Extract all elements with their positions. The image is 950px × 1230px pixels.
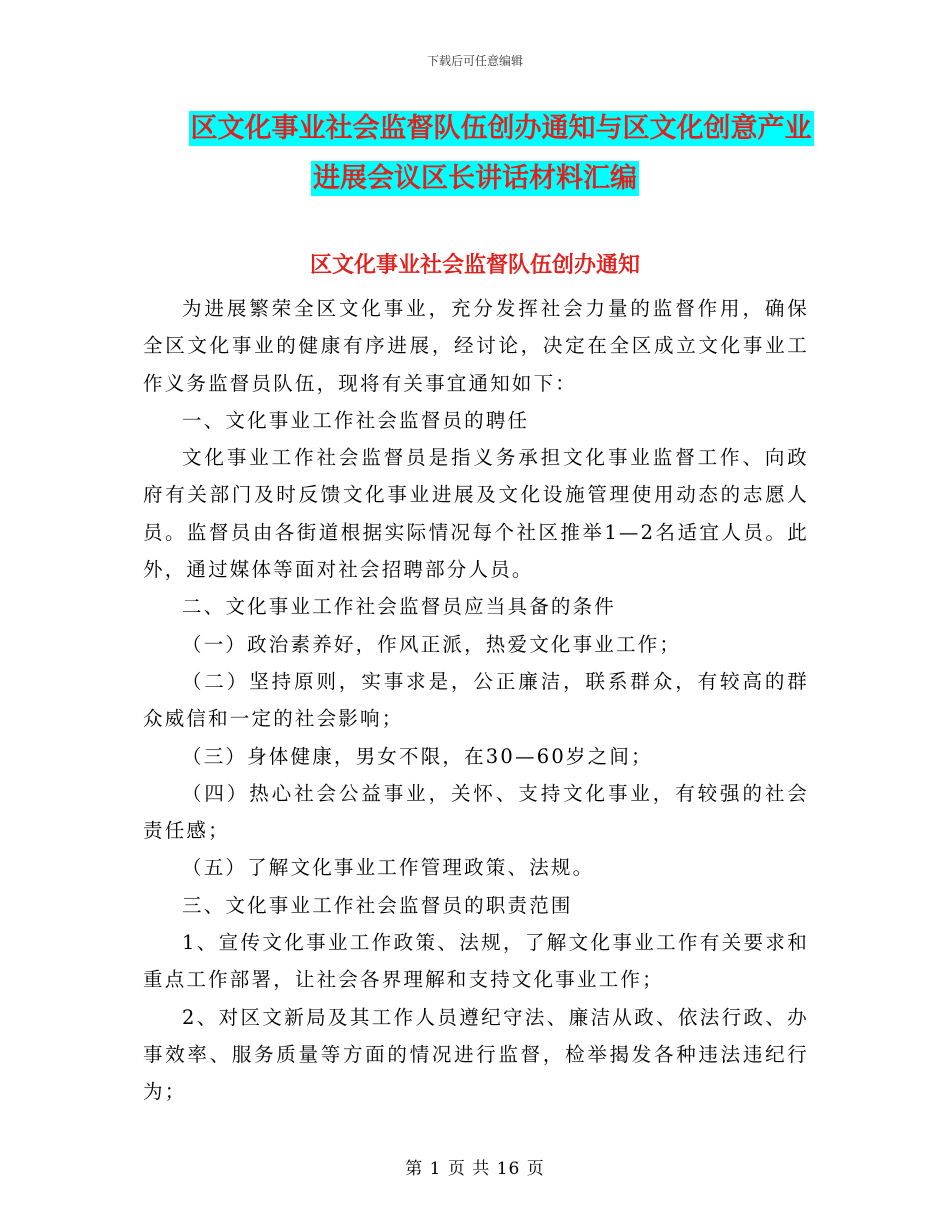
paragraph: 二、文化事业工作社会监督员应当具备的条件 — [182, 595, 617, 619]
paragraph: 三、文化事业工作社会监督员的职责范围 — [182, 893, 573, 917]
paragraph: （二）坚持原则，实事求是，公正廉洁，联系群众，有较高的群众威信和一定的社会影响； — [143, 669, 809, 731]
paragraph: 为进展繁荣全区文化事业，充分发挥社会力量的监督作用，确保全区文化事业的健康有序进展，经讨论，决定在全区成立文化事业工作义务监督员队伍，现将有关事宜通知如下： — [143, 297, 809, 395]
paragraph: 2、对区文新局及其工作人员遵纪守法、廉洁从政、依法行政、办事效率、服务质量等方面的情况进行监督，检举揭发各种违法违纪行为； — [143, 1005, 809, 1104]
paragraph: 一、文化事业工作社会监督员的聘任 — [182, 408, 530, 432]
title-highlight-1: 区文化事业社会监督队伍创办通知与区文化创意产业 — [190, 113, 812, 144]
paragraph: （五）了解文化事业工作管理政策、法规。 — [182, 856, 595, 880]
title-highlight-2: 进展会议区长讲话材料汇编 — [313, 163, 637, 194]
page-number-footer: 第 1 页 共 16 页 — [405, 1159, 545, 1179]
document-title-line-1 — [0, 104, 950, 154]
paragraph: 文化事业工作社会监督员是指义务承担文化事业监督工作、向政府有关部门及时反馈文化事业进展及文化设施管理使用动态的志愿人员。监督员由各街道根据实际情况每个社区推举1—2名适宜人员。此外，通过媒体等面对社会招聘部分人员。 — [143, 446, 809, 582]
document-title — [0, 104, 950, 204]
paragraph: （三）身体健康，男女不限，在30—60岁之间； — [182, 744, 653, 768]
section-title: 区文化事业社会监督队伍创办通知 — [309, 253, 640, 278]
paragraph: 1、宣传文化事业工作政策、法规，了解文化事业工作有关要求和重点工作部署，让社会各界理解和支持文化事业工作； — [143, 931, 809, 992]
document-title-line-2 — [0, 154, 950, 204]
page-header-note: 下载后可任意编辑 — [426, 54, 523, 68]
document-body — [143, 290, 809, 1111]
paragraph: （四）热心社会公益事业，关怀、支持文化事业，有较强的社会责任感； — [143, 781, 809, 843]
paragraph: （一）政治素养好，作风正派，热爱文化事业工作； — [182, 632, 682, 656]
